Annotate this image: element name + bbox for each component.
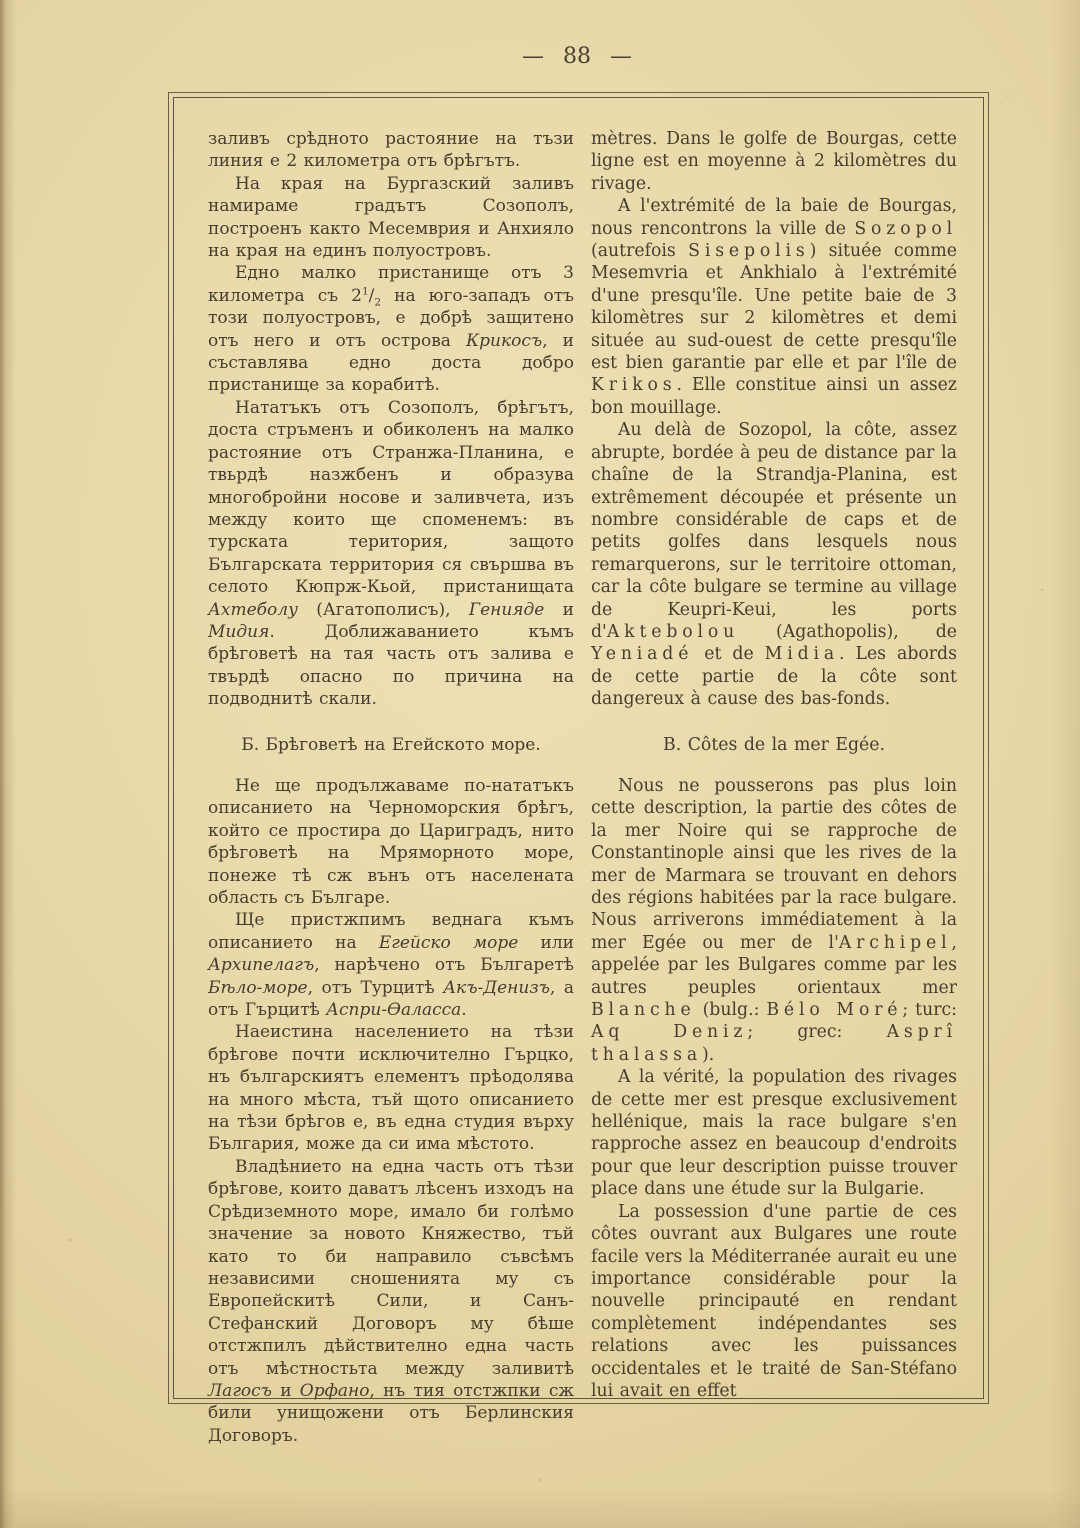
text-run: Archipel [838,932,952,953]
text-run: . [461,1000,467,1021]
paragraph [591,195,957,419]
text-run: Sozopol [854,218,957,239]
text-run: Нататъкъ отъ Созополъ, брѣгътъ, доста стръменъ и обиколенъ на малко растояние отъ Странжа-Планина, е твьрдѣ назжбенъ и образува многобройни носове и заливчета, изъ между които ще споменемъ: въ турската територия, защото Българската территория ся свършва въ селото Кюпрж-Кьой, пристанищата [208,397,574,598]
paragraph [208,775,574,909]
text-run: Аспри-Ѳаласса [326,1000,462,1021]
text-run: Krikos [591,375,677,396]
text-run: , отъ Турцитѣ [307,977,444,998]
text-run: La possession d'une partie de ces côtes ouvrant aux Bulgares une route facile vers la Méditerranée aurait eu une importance considérable pour la nouvelle principauté en rendant complètement indépendantes ses relations avec les puissances occidentales et le traité de San-Stéfano lui avait en effet [591,1201,957,1401]
text-run: Nous ne pousserons pas plus loin cette description, la partie des côtes de la mer Noire qui se rapproche de Constantinople ainsi que les rives de la mer de Marmara se trouvant en dehors des régions habitées par la race bulgare. Nous arriverons immédiatement à la mer Egée ou mer de l' [591,775,957,953]
text-run: ; grec: [747,1022,887,1043]
text-run: Архипелагъ [208,955,315,976]
page-number: — 88 — [522,44,632,69]
text-run: Генияде [468,599,545,620]
paragraph [208,909,574,1021]
text-run: Midia [764,644,840,665]
paragraph [208,1156,574,1447]
text-run: Акъ-Денизъ [443,977,550,998]
paragraph [591,419,957,710]
page-content [174,98,983,1446]
text-run: заливъ срѣдното растояние на тъзи линия е 2 километра отъ брѣгътъ. [208,129,574,172]
column-french [591,128,957,1401]
text-run: Едно малко пристанище отъ 3 километра съ 2 [208,263,574,306]
text-run: Б. Брѣговетѣ на Егейското море. [241,734,541,755]
text-run: Yeniadé [591,644,694,665]
text-run: (bulg.: [695,1000,767,1021]
paragraph [208,1021,574,1155]
text-run: Blanche [591,1000,696,1021]
text-run: / [368,285,375,306]
text-run: Ахтеболу [208,599,298,620]
text-run: . Доближаванието къмъ брѣговетѣ на тая часть отъ залива е твърдѣ опасно по причина на подводнитѣ скали. [208,621,574,710]
page-frame [173,97,984,1446]
paragraph [591,1201,957,1403]
text-run: . Les abords de cette partie de la côte sont dangereux à cause des bas-fonds. [591,644,957,710]
column-bulgarian [208,128,575,1446]
text-run: mètres. Dans le golfe de Bourgas, cette ligne est en moyenne à 2 kilomètres du rivage. [591,129,957,194]
text-run: Крикосъ [465,330,543,351]
paragraph [591,775,957,1066]
text-run: Au delà de Sozopol, la côte, assez abrupte, bordée à peu de distance par la chaîne de la Strandja-Planina, est extrêmement découpée et présente un nombre considérable de caps et de petits golfes dans lesquels nous remarquerons, sur le territoire ottoman, car la côte bulgare se termine au village de Keupri-Keui, les ports d' [591,420,957,642]
text-run: Bélo Moré [766,1000,903,1021]
text-run: и [544,599,574,620]
paragraph [208,128,574,173]
text-run: (Agathopolis), de [739,621,957,642]
text-run: , appelée par les Bulgares comme par les autres peuples orientaux mer [591,932,957,998]
text-run: или [518,932,574,953]
text-run: , нъ тия отстжпки сж били унищожени отъ Берлинския Договоръ. [208,1380,574,1446]
text-run: A l'extrémité de la baie de Bourgas, nous rencontrons la ville de [591,196,957,239]
text-run: , нарѣчено отъ Българетѣ [314,955,574,976]
paragraph [208,173,574,263]
text-run: , и съставлява едно доста добро пристанище за корабитѣ. [208,330,574,396]
text-run: Aq Deniz [591,1022,748,1043]
text-run: A la vérité, la population des rivages de cette mer est presque exclusivement hellénique, mais la race bulgare s'en rapproche assez en beaucoup d'endroits pour que leur description puisse trouver place dans une étude sur la Bulgarie. [591,1067,957,1200]
text-run: Бѣло-море [208,977,308,998]
text-run: Владѣнието на една часть отъ тѣзи брѣгове, които даватъ лѣсенъ изходъ на Срѣдиземното море, имало би голѣмо значение за новото Княжество, тъй като то би направило съвсѣмъ независими сношенията му съ Европейскитѣ Сили, и Санъ-Стефанский Договоръ му бѣше отстжпилъ дѣйствително една часть отъ мѣстностьта между заливитѣ [208,1156,574,1379]
section-heading [591,734,957,756]
text-run: 1 [361,285,369,298]
text-run: B. Côtes de la mer Egée. [663,734,885,755]
text-run: Sisepolis [688,241,810,262]
text-run: , а отъ Гърцитѣ [208,977,574,1021]
paragraph [591,128,957,195]
text-run: и [272,1380,300,1401]
text-run: et de [693,644,765,665]
text-run: Егейско море [378,932,519,953]
text-run: Мидия [208,621,270,642]
text-run: Не ще продължаваме по-нататъкъ описанието на Черноморския брѣгъ, който се простира до Цариградъ, нито брѣговетѣ на Мряморното море, понеже тѣ сж вънъ отъ населената область съ Българе. [208,775,574,908]
text-run: Орфано [299,1380,370,1401]
text-run: (autrefois [591,241,689,262]
text-run: 2 [374,296,382,309]
paragraph [208,262,574,396]
text-run: Лагосъ [208,1380,272,1401]
text-run: Ще пристжпимъ веднага къмъ описанието на [208,910,574,953]
text-run: На края на Бургазский заливъ намираме градътъ Созополъ, построенъ както Месемврия и Анхияло на края на единъ полуостровъ. [208,173,574,262]
section-heading [208,734,574,756]
paragraph [208,397,574,711]
text-run: . Elle constitue ainsi un assez bon mouillage. [591,375,957,418]
text-run: Наеистина населението на тѣзи брѣгове почти исключително Гърцко, нъ българскиятъ елементъ прѣодолява на много мѣста, тъй щото описанието на тѣзи брѣгов е, въ една студия върху България, може да си има мѣстото. [208,1022,574,1155]
text-run: ) située comme Mesemvria et Ankhialo à l'extrémité d'une presqu'île. Une petite baie de 3 kilomètres sur 2 kilomètres et demi située au sud-ouest de cette presqu'île est bien garantie par elle et par l'île de [591,241,957,374]
text-run: Asprî thalassa [591,1022,957,1065]
text-run: ; turc: [902,1000,957,1021]
paragraph [591,1066,957,1200]
text-run: на юго-западъ отъ този полуостровъ, е добрѣ защитено отъ него и отъ острова [208,285,575,351]
text-run: ). [702,1044,715,1065]
text-run: (Агатополисъ), [297,599,469,620]
text-run: Aktebolou [606,621,740,642]
